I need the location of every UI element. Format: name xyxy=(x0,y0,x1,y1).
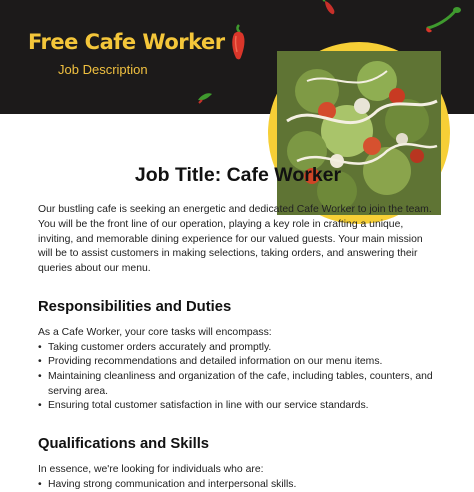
responsibilities-list xyxy=(38,341,438,414)
responsibilities-lead: As a Cafe Worker, your core tasks will encompass: xyxy=(38,326,272,338)
list-item: • Taking customer orders accurately and promptly. xyxy=(38,341,438,356)
intro-paragraph: Our bustling cafe is seeking an energetic and dedicated Cafe Worker to join the team. You will be the front line of our operation, playing a key role in crafting a unique, inviting, and memorable dining experience for our valued guests. Your main mission will be to assist customers in making selections, taking orders, and answering their queries about our menu. xyxy=(38,204,432,275)
herb-sprig-icon xyxy=(424,4,464,34)
job-title-heading: Job Title: Cafe Worker xyxy=(134,164,342,186)
list-item: • Maintaining cleanliness and organization of the cafe, including tables, counters, and serving area. xyxy=(38,370,438,399)
chili-pepper-small-icon xyxy=(322,0,338,16)
banner-subtitle: Job Description xyxy=(58,62,148,77)
responsibilities-heading: Responsibilities and Duties xyxy=(38,298,232,315)
qualifications-lead: In essence, we're looking for individuals who are: xyxy=(38,463,264,475)
list-item: • Having strong communication and interpersonal skills. xyxy=(38,478,438,492)
qualifications-list xyxy=(38,478,438,492)
list-item: • Providing recommendations and detailed information on our menu items. xyxy=(38,355,438,370)
header-banner xyxy=(0,0,474,114)
herb-leaf-icon xyxy=(196,90,214,104)
list-item: • Ensuring total customer satisfaction in line with our service standards. xyxy=(38,399,438,414)
chili-pepper-icon xyxy=(226,22,252,62)
qualifications-heading: Qualifications and Skills xyxy=(38,435,210,452)
banner-title: Free Cafe Worker xyxy=(28,30,225,54)
job-description-document xyxy=(38,114,438,492)
